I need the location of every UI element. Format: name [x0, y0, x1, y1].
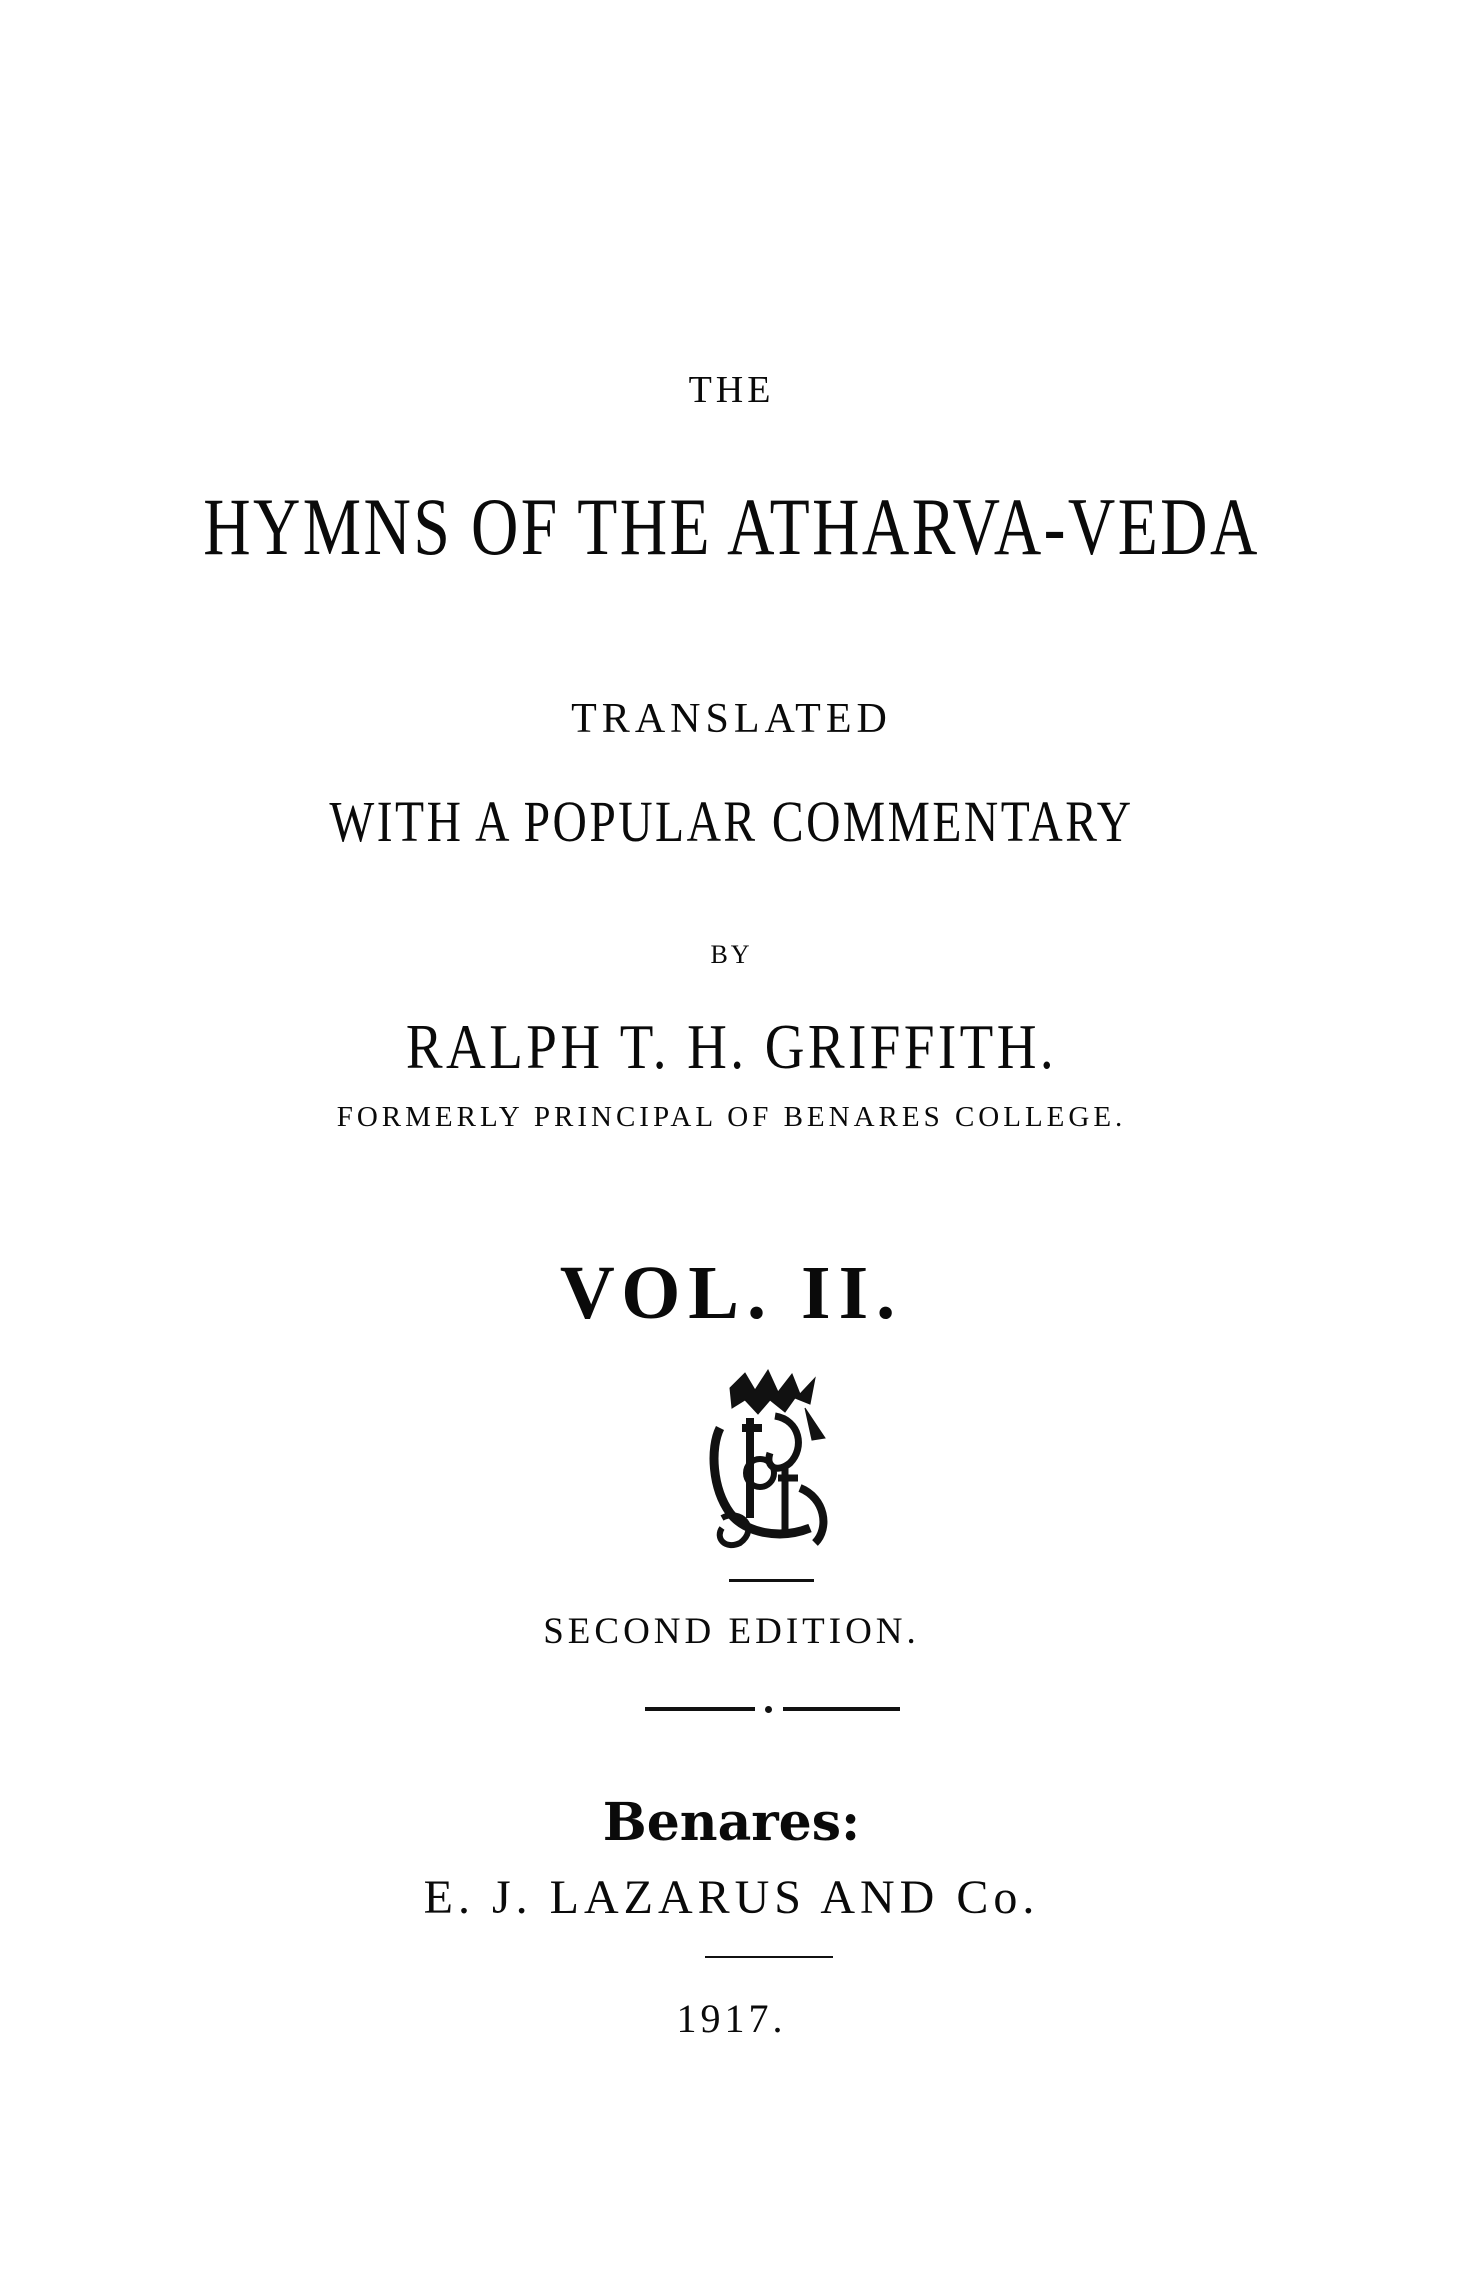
commentary-line: WITH A POPULAR COMMENTARY [329, 789, 1134, 854]
header-the: THE [688, 369, 775, 411]
publisher-name: E. J. LAZARUS AND Co. [423, 1871, 1040, 1924]
publication-place: Benares: [602, 1792, 861, 1853]
rule-divider-short [729, 1579, 814, 1582]
author-name: RALPH T. H. GRIFFITH. [405, 1011, 1058, 1082]
publisher-monogram-emblem-icon [700, 1368, 840, 1550]
rule-divider-bottom [705, 1956, 833, 1958]
volume-number: VOL. II. [559, 1251, 904, 1335]
translated-line: TRANSLATED [571, 696, 892, 742]
author-credentials: FORMERLY PRINCIPAL OF BENARES COLLEGE. [336, 1101, 1127, 1133]
book-title: HYMNS OF THE ATHARVA-VEDA [203, 481, 1260, 572]
by-line: BY [710, 940, 753, 969]
edition-line: SECOND EDITION. [543, 1611, 920, 1652]
publication-year: 1917. [676, 1996, 787, 2041]
rule-divider-dotted [645, 1706, 900, 1712]
